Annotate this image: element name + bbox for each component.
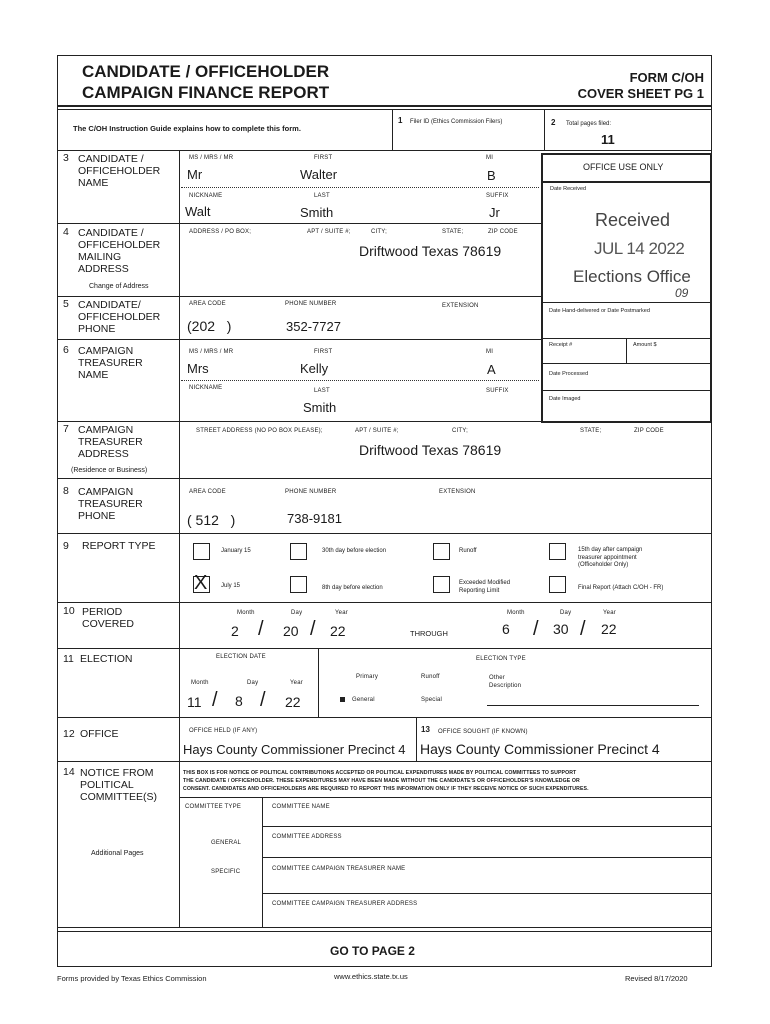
committee-type-label: COMMITTEE TYPE bbox=[185, 804, 242, 810]
area-code-label: AREA CODE bbox=[189, 301, 226, 307]
zip-label: ZIP CODE bbox=[488, 229, 518, 235]
section-7-title: CAMPAIGN TREASURER ADDRESS bbox=[78, 424, 143, 460]
8day-checkbox[interactable] bbox=[290, 576, 307, 593]
8day-label: 8th day before election bbox=[322, 585, 383, 591]
treasurer-state-label: STATE; bbox=[580, 428, 602, 434]
candidate-nickname[interactable]: Walt bbox=[185, 204, 211, 219]
jul15-checkbox[interactable] bbox=[193, 572, 210, 594]
box2-number: 2 bbox=[551, 118, 556, 127]
slash-6: / bbox=[260, 689, 266, 711]
suffix-label: SUFFIX bbox=[486, 193, 509, 199]
residence-or-business-label: (Residence or Business) bbox=[71, 467, 148, 474]
period-from-month[interactable]: 2 bbox=[231, 623, 239, 639]
treasurer-city-label: CITY; bbox=[452, 428, 468, 434]
section-7-number: 7 bbox=[63, 423, 69, 435]
treasurer-suffix-label: SUFFIX bbox=[486, 388, 509, 394]
office-sought-value[interactable]: Hays County Commissioner Precinct 4 bbox=[420, 741, 660, 757]
slash-5: / bbox=[212, 689, 218, 711]
section-5-title: CANDIDATE/ OFFICEHOLDER PHONE bbox=[78, 299, 161, 335]
15day-checkbox[interactable] bbox=[549, 543, 566, 560]
mi-label: MI bbox=[486, 155, 494, 161]
election-type-label: ELECTION TYPE bbox=[476, 656, 526, 662]
to-month-label: Month bbox=[507, 610, 525, 616]
change-of-address-label: Change of Address bbox=[89, 283, 149, 290]
period-to-month[interactable]: 6 bbox=[502, 621, 510, 637]
treasurer-address[interactable]: Driftwood Texas 78619 bbox=[359, 442, 502, 458]
elections-office-stamp: Elections Office bbox=[573, 267, 691, 286]
section-6-number: 6 bbox=[63, 344, 69, 356]
footer-revised-date: Revised 8/17/2020 bbox=[625, 974, 688, 983]
section-14-title: NOTICE FROM POLITICAL COMMITTEE(S) bbox=[80, 767, 157, 803]
committee-address-label: COMMITTEE ADDRESS bbox=[272, 834, 342, 840]
committee-specific-label: SPECIFIC bbox=[211, 869, 241, 875]
slash-1: / bbox=[258, 618, 264, 640]
nickname-label: NICKNAME bbox=[189, 193, 223, 199]
office-use-title: OFFICE USE ONLY bbox=[583, 162, 664, 172]
section-4-number: 4 bbox=[63, 226, 69, 238]
phone-number-label: PHONE NUMBER bbox=[285, 301, 337, 307]
candidate-phone[interactable]: 352-7727 bbox=[286, 319, 341, 334]
box1-number: 1 bbox=[398, 116, 403, 125]
treasurer-phone[interactable]: 738-9181 bbox=[287, 511, 342, 526]
committee-notice-text: THIS BOX IS FOR NOTICE OF POLITICAL CONTRIBUTIONS ACCEPTED OR POLITICAL EXPENDITURES MADE BY POLITICAL COMMITTEES TO SUPPORT THE CANDIDATE / OFFICEHOLDER. THESE EXPENDITURES MAY HAVE BEEN MADE WITHOUT THE CANDIDATE'S OR OFFICEHOLDER'S KNOWLEDGE OR CONSENT. CANDIDATES AND OFFICEHOLDERS ARE REQUIRED TO REPORT THIS INFORMATION ONLY IF THEY RECEIVE NOTICE OF SUCH EXPENDITURES. bbox=[183, 770, 589, 792]
exceeded-label: Exceeded Modified Reporting Limit bbox=[459, 580, 511, 594]
go-to-page-2[interactable]: GO TO PAGE 2 bbox=[330, 944, 415, 958]
instruction-text: The C/OH Instruction Guide explains how to complete this form. bbox=[73, 124, 301, 133]
date-imaged-label: Date Imaged bbox=[549, 396, 581, 402]
slash-4: / bbox=[580, 618, 586, 640]
treasurer-phone-label: PHONE NUMBER bbox=[285, 489, 337, 495]
treasurer-zip-label: ZIP CODE bbox=[634, 428, 664, 434]
checkbox-x-mark: X bbox=[194, 572, 208, 594]
footer-url[interactable]: www.ethics.state.tx.us bbox=[334, 972, 408, 981]
address-label: ADDRESS / PO BOX; bbox=[189, 229, 252, 235]
extension-label: EXTENSION bbox=[442, 303, 479, 309]
date-received-label: Date Received bbox=[550, 186, 587, 192]
received-date-stamp: JUL 14 2022 bbox=[594, 239, 685, 258]
slash-3: / bbox=[533, 618, 539, 640]
to-day-label: Day bbox=[560, 610, 572, 616]
candidate-last-name[interactable]: Smith bbox=[300, 205, 334, 220]
hand-delivered-label: Date Hand-delivered or Date Postmarked bbox=[549, 308, 650, 314]
street-address-label: STREET ADDRESS (NO PO BOX PLEASE); bbox=[196, 428, 323, 434]
section-9-title: REPORT TYPE bbox=[82, 540, 156, 552]
treasurer-apt-label: APT / SUITE #; bbox=[355, 428, 399, 434]
committee-name-label: COMMITTEE NAME bbox=[272, 804, 330, 810]
amount-label: Amount $ bbox=[633, 342, 657, 348]
section-11-title: ELECTION bbox=[80, 653, 133, 665]
through-label: THROUGH bbox=[410, 629, 448, 638]
primary-option[interactable]: Primary bbox=[356, 674, 379, 680]
treasurer-area-code[interactable]: ( 512 ) bbox=[187, 512, 236, 528]
section-11-number: 11 bbox=[63, 653, 74, 665]
state-label: STATE; bbox=[442, 229, 464, 235]
treasurer-nickname-label: NICKNAME bbox=[189, 385, 223, 391]
date-processed-label: Date Processed bbox=[549, 371, 589, 377]
treasurer-last-name[interactable]: Smith bbox=[303, 400, 337, 415]
period-from-day[interactable]: 20 bbox=[283, 623, 299, 639]
prefix-label: MS / MRS / MR bbox=[189, 155, 234, 161]
general-selected-marker bbox=[340, 697, 345, 702]
runoff-checkbox[interactable] bbox=[433, 543, 450, 560]
section-3-number: 3 bbox=[63, 152, 69, 164]
candidate-first-name[interactable]: Walter bbox=[300, 167, 338, 182]
section-14-number: 14 bbox=[63, 766, 75, 778]
runoff-label: Runoff bbox=[459, 548, 477, 554]
section-12-title: OFFICE bbox=[80, 728, 119, 740]
runoff-option[interactable]: Runoff bbox=[421, 674, 440, 680]
total-pages-value: 11 bbox=[601, 132, 615, 147]
city-label: CITY; bbox=[371, 229, 387, 235]
apt-label: APT / SUITE #; bbox=[307, 229, 351, 235]
election-month[interactable]: 11 bbox=[187, 694, 202, 710]
section-8-number: 8 bbox=[63, 485, 69, 497]
slash-2: / bbox=[310, 618, 316, 640]
section-5-number: 5 bbox=[63, 298, 69, 310]
treasurer-prefix-label: MS / MRS / MR bbox=[189, 349, 234, 355]
treasurer-first-name[interactable]: Kelly bbox=[300, 361, 329, 376]
exceeded-checkbox[interactable] bbox=[433, 576, 450, 593]
committee-general-label: GENERAL bbox=[211, 840, 242, 846]
office-held-value[interactable]: Hays County Commissioner Precinct 4 bbox=[183, 742, 406, 757]
section-10-number: 10 bbox=[63, 605, 75, 617]
jul15-label: July 15 bbox=[221, 583, 241, 589]
election-day-label: Day bbox=[247, 680, 259, 686]
form-id-line1: FORM C/OH bbox=[629, 70, 704, 85]
final-report-checkbox[interactable] bbox=[549, 576, 566, 593]
first-name-label: FIRST bbox=[314, 155, 333, 161]
general-option[interactable]: General bbox=[352, 697, 375, 703]
footer-provided-by: Forms provided by Texas Ethics Commission bbox=[57, 974, 207, 983]
form-title-line2: CAMPAIGN FINANCE REPORT bbox=[82, 83, 330, 102]
final-report-label: Final Report (Attach C/OH - FR) bbox=[578, 585, 664, 591]
header-rule bbox=[58, 105, 711, 107]
period-to-year[interactable]: 22 bbox=[601, 621, 617, 637]
candidate-mailing-address[interactable]: Driftwood Texas 78619 bbox=[359, 243, 502, 259]
additional-pages-label: Additional Pages bbox=[91, 850, 144, 857]
treasurer-prefix[interactable]: Mrs bbox=[187, 361, 209, 376]
section-13-number: 13 bbox=[421, 725, 430, 734]
form-title-line1: CANDIDATE / OFFICEHOLDER bbox=[82, 62, 330, 81]
election-date-label: ELECTION DATE bbox=[216, 654, 266, 660]
section-10-title: PERIOD COVERED bbox=[82, 606, 134, 630]
treasurer-first-label: FIRST bbox=[314, 349, 333, 355]
other-description-option[interactable]: Other Description bbox=[489, 675, 522, 689]
office-sought-label: OFFICE SOUGHT (IF KNOWN) bbox=[438, 729, 528, 735]
to-year-label: Year bbox=[603, 610, 616, 616]
30day-label: 30th day before election bbox=[322, 548, 387, 554]
30day-checkbox[interactable] bbox=[290, 543, 307, 560]
committee-treasurer-name-label: COMMITTEE CAMPAIGN TREASURER NAME bbox=[272, 866, 406, 872]
section-9-number: 9 bbox=[63, 540, 69, 552]
received-stamp: Received bbox=[595, 210, 671, 230]
candidate-area-code[interactable]: (202 ) bbox=[187, 318, 232, 334]
from-day-label: Day bbox=[291, 610, 303, 616]
form-id-line2: COVER SHEET PG 1 bbox=[577, 86, 704, 101]
treasurer-area-code-label: AREA CODE bbox=[189, 489, 226, 495]
election-day[interactable]: 8 bbox=[235, 693, 243, 709]
treasurer-mi-label: MI bbox=[486, 349, 494, 355]
section-4-title: CANDIDATE / OFFICEHOLDER MAILING ADDRESS bbox=[78, 227, 161, 275]
election-year-label: Year bbox=[290, 680, 303, 686]
election-year[interactable]: 22 bbox=[285, 694, 301, 710]
treasurer-last-label: LAST bbox=[314, 388, 330, 394]
candidate-mi[interactable]: B bbox=[487, 168, 496, 183]
from-year-label: Year bbox=[335, 610, 348, 616]
from-month-label: Month bbox=[237, 610, 255, 616]
last-name-label: LAST bbox=[314, 193, 330, 199]
candidate-suffix[interactable]: Jr bbox=[489, 205, 500, 220]
treasurer-extension-label: EXTENSION bbox=[439, 489, 476, 495]
jan15-label: January 15 bbox=[221, 548, 251, 554]
filer-id-label: Filer ID (Ethics Commission Filers) bbox=[410, 119, 503, 125]
15day-label: 15th day after campaign treasurer appointment (Officeholder Only) bbox=[578, 547, 643, 568]
office-held-label: OFFICE HELD (IF ANY) bbox=[189, 728, 258, 734]
treasurer-mi[interactable]: A bbox=[487, 362, 496, 377]
special-option[interactable]: Special bbox=[421, 697, 443, 703]
section-12-number: 12 bbox=[63, 728, 75, 740]
clerk-initials: 09 bbox=[675, 286, 689, 300]
receipt-label: Receipt # bbox=[549, 342, 573, 348]
period-from-year[interactable]: 22 bbox=[330, 623, 346, 639]
jan15-checkbox[interactable] bbox=[193, 543, 210, 560]
section-6-title: CAMPAIGN TREASURER NAME bbox=[78, 345, 143, 381]
period-to-day[interactable]: 30 bbox=[553, 621, 569, 637]
candidate-prefix[interactable]: Mr bbox=[187, 167, 203, 182]
committee-treasurer-address-label: COMMITTEE CAMPAIGN TREASURER ADDRESS bbox=[272, 901, 418, 907]
election-month-label: Month bbox=[191, 680, 209, 686]
section-3-title: CANDIDATE / OFFICEHOLDER NAME bbox=[78, 153, 161, 189]
total-pages-label: Total pages filed: bbox=[566, 121, 612, 127]
section-8-title: CAMPAIGN TREASURER PHONE bbox=[78, 486, 143, 522]
